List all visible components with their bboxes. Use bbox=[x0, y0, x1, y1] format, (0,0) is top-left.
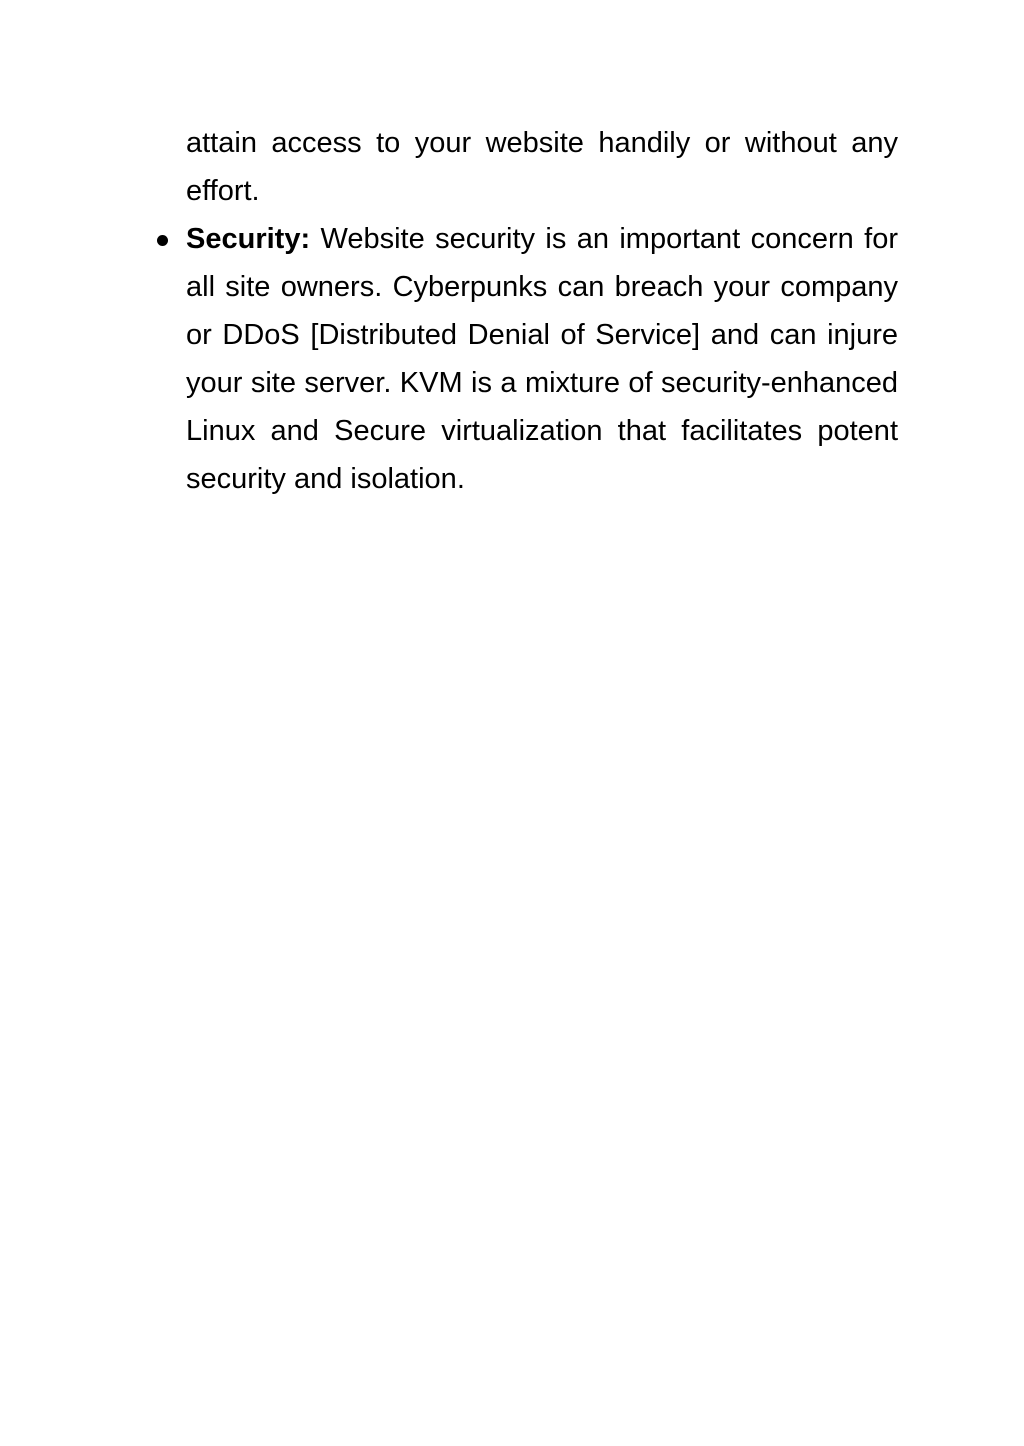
bullet-dot-icon bbox=[157, 235, 168, 246]
bullet-term: Security: bbox=[186, 223, 311, 255]
continued-paragraph: attain access to your website handily or without any effort. bbox=[186, 127, 898, 207]
bullet-text: Website security is an important concern for all site owners. Cyberpunks can breach your company or DDoS [Distributed Denial of Service] and can injure your site server. KVM is a mixture of security-enhanced Linux and Secure virtualization that facilitates potent security and isolation. bbox=[186, 223, 898, 495]
bullet-item-security bbox=[186, 215, 898, 503]
